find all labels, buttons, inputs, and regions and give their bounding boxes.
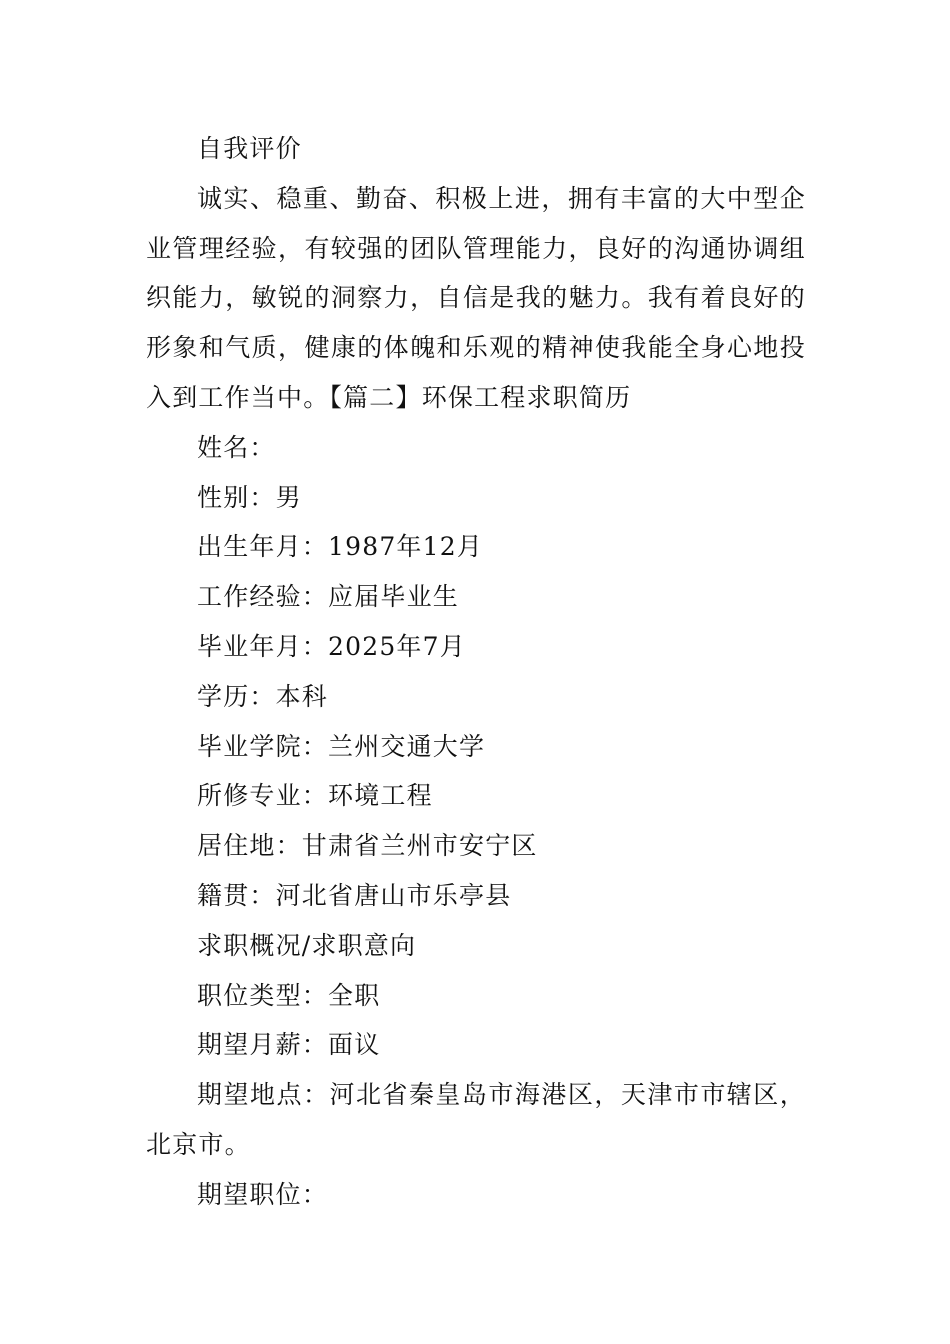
job-intention-heading: 求职概况/求职意向 [197, 930, 417, 960]
document-page [146, 124, 806, 1220]
field-expected-position: 期望职位： [197, 1179, 329, 1209]
field-expected-salary: 期望月薪：面议 [197, 1030, 381, 1060]
field-school: 毕业学院：兰州交通大学 [197, 731, 486, 761]
field-major: 所修专业：环境工程 [197, 781, 433, 811]
field-birth-date: 出生年月：1987年12月 [197, 532, 484, 562]
field-name: 姓名： [197, 432, 276, 462]
field-expected-location: 期望地点：河北省秦皇岛市海港区，天津市市辖区，北京市。 [146, 1080, 806, 1159]
field-job-type: 职位类型：全职 [197, 980, 381, 1010]
section-heading: 自我评价 [197, 134, 302, 163]
field-gender: 性别：男 [197, 482, 302, 512]
field-graduation-date: 毕业年月：2025年7月 [197, 631, 466, 661]
self-evaluation-paragraph: 诚实、稳重、勤奋、积极上进，拥有丰富的大中型企业管理经验，有较强的团队管理能力，良好的沟通协调组织能力，敏锐的洞察力，自信是我的魅力。我有着良好的形象和气质，健康的体魄和乐观的精神使我能全身心地投入到工作当中。【篇二】环保工程求职简历 [146, 183, 806, 412]
field-residence: 居住地：甘肃省兰州市安宁区 [197, 831, 538, 861]
field-work-experience: 工作经验：应届毕业生 [197, 582, 460, 612]
field-education: 学历：本科 [197, 681, 329, 711]
field-native-place: 籍贯：河北省唐山市乐亭县 [197, 880, 512, 910]
